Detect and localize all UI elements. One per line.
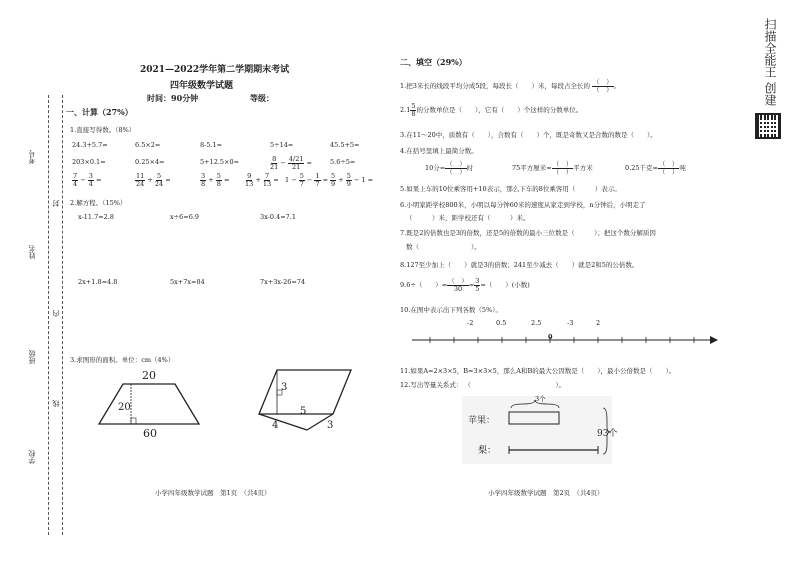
q3-heading: 3.求图形的面积。单位：cm（4%） <box>70 356 175 364</box>
number-1: -2 <box>467 319 474 327</box>
equation-2: x÷6=6.9 <box>170 213 200 221</box>
binding-line <box>48 95 49 535</box>
calc-3-4: $\frac{9}{13}$ + $\frac{7}{13}$ = <box>245 172 279 188</box>
left-footer: 小学四年级数学试题 第1页 （共4页） <box>155 489 271 497</box>
calc-2-4: $\frac{8}{21}$ − $\frac{4/21}{21}$ = <box>270 155 312 171</box>
fill-5: 5.如果上车的10位乘客用+10表示，那么下车的8位乘客用（ ）表示。 <box>400 185 621 193</box>
trapezoid-bottom: 60 <box>143 427 157 440</box>
fill-10: 10.在图中表示出下列各数（5%）。 <box>400 306 502 314</box>
side-mark-seal: 封 <box>52 200 60 207</box>
axis-zero: 0 <box>548 333 553 341</box>
number-2: 0.5 <box>496 319 507 327</box>
fill-7b: 数（ ）。 <box>406 243 481 251</box>
exam-subtitle: 四年级数学试题 <box>170 81 234 91</box>
apple-label: 苹果： <box>468 416 496 426</box>
trapezoid-height: 20 <box>118 402 131 413</box>
calc-1-3: 8-5.1= <box>200 141 223 149</box>
equation-6: 7x+3x-26=74 <box>260 278 306 286</box>
fill-12: 12.写出等量关系式： （ ）。 <box>400 381 566 389</box>
equation-4: 2x+1.8=4.8 <box>78 278 118 286</box>
calc-3-5: 1 − $\frac{5}{7}$ − $\frac{1}{7}$ = <box>285 172 329 188</box>
fill-4: 4.在括号里填上最简分数。 <box>400 147 478 155</box>
side-label-school: 学校 <box>28 450 36 464</box>
side-mark-line: 线 <box>52 400 60 407</box>
exam-time: 时间：90分钟 <box>147 93 199 103</box>
calc-2-1: 203×0.1= <box>72 158 106 166</box>
calc-3-2: $\frac{11}{24}$ + $\frac{5}{24}$ = <box>136 172 171 188</box>
brace-top-label: 3个 <box>535 395 546 403</box>
calc-2-5: 5.6÷5= <box>330 158 356 166</box>
parallelogram-d: 3 <box>327 420 334 431</box>
calc-3-3: $\frac{3}{8}$ + $\frac{5}{8}$ = <box>201 172 230 188</box>
number-5: 2 <box>596 319 601 327</box>
grade-label: 等级： <box>250 93 274 103</box>
equation-3: 3x-0.4=7.1 <box>260 213 297 221</box>
calc-1-4: 5÷14= <box>270 141 294 149</box>
side-mark-inside: 内 <box>52 310 60 317</box>
calc-1-2: 6.5×2= <box>135 141 161 149</box>
q1-heading: 1.直接写得数。（8%） <box>70 126 136 134</box>
side-label-id: 考号 <box>28 150 36 164</box>
binding-line-2 <box>62 95 63 535</box>
fill-6b: （ ）米，距学校还有（ ）米。 <box>406 214 530 222</box>
fill-3: 3.在11～20中，质数有（ ），合数有（ ）个，既是奇数又是合数的数是（ ）。 <box>400 131 657 139</box>
number-3: 2.5 <box>531 319 542 327</box>
number-4: -3 <box>567 319 574 327</box>
fill-8: 8.127至少加上（ ）就是3的倍数；241至少减去（ ）就是2和5的公倍数。 <box>400 261 639 269</box>
parallelogram-a: 3 <box>281 382 288 393</box>
calc-3-1: $\frac{7}{4}$ − $\frac{3}{4}$ = <box>73 172 102 188</box>
qr-code-icon <box>755 113 781 139</box>
parallelogram-c: 4 <box>272 420 279 431</box>
fill-4c: 0.25千克= $\frac{( )}{( )}$ 吨 <box>625 160 686 176</box>
total-label: 93个 <box>597 429 618 439</box>
q2-heading: 2.解方程。（15%） <box>70 199 127 207</box>
calc-1-1: 24.3+5.7= <box>72 141 108 149</box>
side-label-name: 姓名 <box>28 245 36 259</box>
fill-4b: 75平方厘米= $\frac{( )}{( )}$ 平方米 <box>512 160 593 176</box>
parallelogram-b: 5 <box>300 406 307 417</box>
section-1-heading: 一、计算（27%） <box>66 107 133 117</box>
calc-2-2: 0.25×4= <box>135 158 165 166</box>
fill-11: 11.如果A=2×3×5，B=3×3×5，那么A和B的最大公因数是（ ），最小公倍数是（ ）。 <box>400 367 676 375</box>
equation-5: 5x+7x=84 <box>170 278 205 286</box>
scanner-watermark: 扫描全能王 创建 <box>763 18 777 106</box>
trapezoid-top: 20 <box>142 369 156 382</box>
calc-1-5: 45.5+5= <box>330 141 360 149</box>
pear-label: 梨： <box>478 446 497 456</box>
fill-2: 2.1 $\frac{5}{8}$ 的分数单位是（ ），它有（ ）个这样的分数单位。 <box>400 102 583 118</box>
fill-1: 1.把3米长的线段平均分成5段，每段长（ ）米，每段占全长的 $\frac{( )}{( )}$ 。 <box>400 78 621 94</box>
fill-4a: 10分= $\frac{( )}{( )}$ 时 <box>425 160 474 176</box>
fill-7a: 7.既是2的倍数也是3的倍数，还是5的倍数的最小三位数是（ ）；把这个数分解质因 <box>400 229 656 237</box>
side-label-class: 班级 <box>28 350 36 364</box>
section-2-heading: 二、填空（29%） <box>400 57 467 67</box>
calc-2-3: 5+12.5×0= <box>200 158 240 166</box>
number-line <box>410 332 720 350</box>
fill-9: 9.6÷（ ）= $\frac{( )}{30}$ = $\frac{3}{5}$ =（ ）(小数) <box>400 277 530 293</box>
fill-6a: 6.小明家距学校800米，小明以每分钟60米的速度从家走到学校，n分钟后，小明走了 <box>400 201 646 209</box>
right-footer: 小学四年级数学试题 第2页 （共4页） <box>488 489 604 497</box>
calc-3-6: $\frac{5}{9}$ + $\frac{5}{9}$ − 1 = <box>331 172 374 188</box>
equation-1: x-11.7=2.8 <box>78 213 115 221</box>
exam-title: 2021—2022学年第二学期期末考试 <box>140 65 290 75</box>
